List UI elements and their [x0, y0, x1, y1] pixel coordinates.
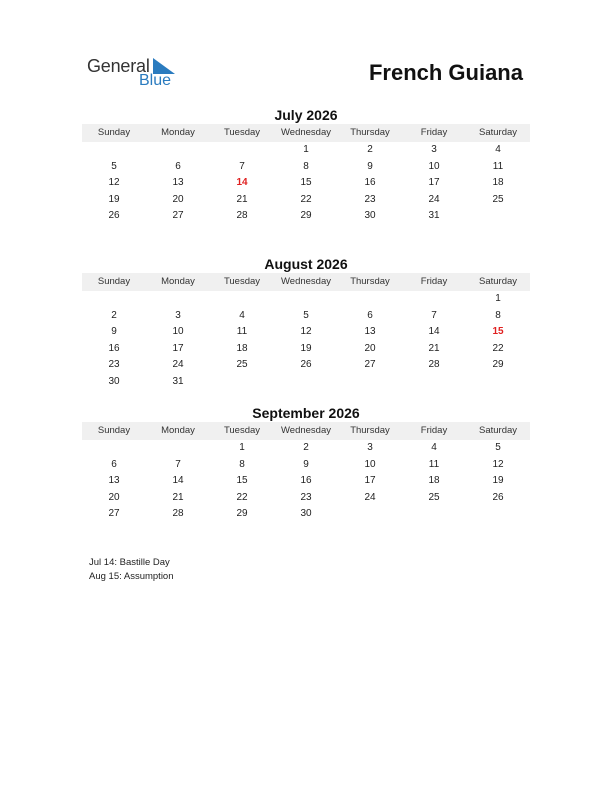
day-cell: 9 — [111, 326, 117, 338]
weekday-label: Friday — [420, 276, 448, 287]
weekday-label: Friday — [420, 425, 448, 436]
day-cell: 15 — [236, 475, 248, 487]
day-cell: 25 — [492, 193, 504, 205]
week-row — [82, 357, 530, 374]
weekday-label: Wednesday — [281, 276, 331, 287]
week-row — [82, 440, 530, 457]
day-cell: 22 — [236, 491, 248, 503]
empty-day-cell — [210, 374, 274, 391]
day-cell: 11 — [236, 326, 248, 338]
empty-day-cell — [210, 291, 274, 308]
day-cell: 3 — [175, 309, 181, 321]
day-cell: 4 — [495, 144, 501, 155]
day-cell: 30 — [364, 210, 376, 222]
empty-day-cell — [466, 208, 530, 225]
day-cell: 11 — [428, 458, 440, 470]
day-cell: 7 — [239, 160, 245, 172]
day-cell: 23 — [364, 193, 376, 205]
day-cell: 29 — [300, 210, 312, 222]
day-cell: 28 — [236, 210, 248, 222]
month-july — [82, 106, 530, 225]
day-cell: 13 — [364, 326, 376, 338]
day-cell: 31 — [428, 210, 440, 222]
day-cell: 6 — [367, 309, 373, 321]
empty-day-cell — [402, 506, 466, 523]
day-cell: 20 — [364, 342, 376, 354]
empty-day-cell — [146, 142, 210, 159]
day-cell: 27 — [108, 508, 120, 520]
weekday-header — [82, 422, 530, 440]
weekday-label: Monday — [161, 127, 195, 138]
day-cell: 27 — [364, 359, 376, 371]
empty-day-cell — [146, 440, 210, 457]
empty-day-cell — [82, 142, 146, 159]
week-row — [82, 291, 530, 308]
day-cell: 17 — [428, 177, 440, 189]
logo-word-blue: Blue — [139, 72, 172, 89]
month-grid — [82, 291, 530, 391]
day-cell: 18 — [492, 177, 504, 189]
holiday-notes — [89, 556, 174, 584]
day-cell: 12 — [492, 458, 504, 470]
day-cell: 14 — [172, 475, 184, 487]
empty-day-cell — [210, 142, 274, 159]
country-title: French Guiana — [368, 60, 523, 85]
day-cell: 21 — [428, 342, 440, 354]
day-cell: 6 — [111, 458, 117, 470]
empty-day-cell — [338, 374, 402, 391]
day-cell: 5 — [303, 309, 309, 321]
day-cell: 2 — [111, 309, 117, 321]
day-cell: 20 — [108, 491, 120, 503]
empty-day-cell — [466, 374, 530, 391]
day-cell: 8 — [303, 160, 309, 172]
day-cell: 16 — [300, 475, 312, 487]
weekday-label: Monday — [161, 276, 195, 287]
week-row — [82, 473, 530, 490]
month-title: July 2026 — [274, 107, 338, 123]
day-cell: 7 — [431, 309, 437, 321]
day-cell: 29 — [492, 359, 504, 371]
empty-day-cell — [82, 291, 146, 308]
day-cell: 7 — [175, 458, 181, 470]
week-row — [82, 192, 530, 209]
day-cell: 5 — [495, 442, 501, 453]
day-cell: 26 — [108, 210, 120, 222]
day-cell: 3 — [431, 144, 437, 155]
week-row — [82, 324, 530, 341]
day-cell: 30 — [108, 375, 120, 387]
day-cell: 13 — [108, 475, 120, 487]
day-cell: 8 — [239, 458, 245, 470]
day-cell: 24 — [364, 491, 376, 503]
day-cell: 15 — [300, 177, 312, 189]
month-august — [82, 255, 530, 391]
day-cell: 21 — [172, 491, 184, 503]
day-cell: 23 — [300, 491, 312, 503]
weekday-label: Saturday — [478, 127, 518, 138]
day-cell: 13 — [172, 177, 184, 189]
weekday-label: Sunday — [97, 425, 131, 436]
empty-day-cell — [402, 374, 466, 391]
day-cell: 26 — [492, 491, 504, 503]
day-cell: 19 — [300, 342, 312, 354]
week-row — [82, 341, 530, 358]
month-grid — [82, 142, 530, 225]
weekday-header — [82, 124, 530, 142]
day-cell: 10 — [428, 160, 440, 172]
month-september — [82, 404, 530, 523]
empty-day-cell — [146, 291, 210, 308]
holiday-note: Aug 15: Assumption — [89, 571, 174, 582]
day-cell: 28 — [172, 508, 184, 520]
day-cell: 10 — [172, 326, 184, 338]
holiday-day-cell: 15 — [492, 326, 504, 338]
week-row — [82, 308, 530, 325]
empty-day-cell — [82, 440, 146, 457]
week-row — [82, 457, 530, 474]
day-cell: 19 — [492, 475, 504, 487]
week-row — [82, 506, 530, 523]
day-cell: 8 — [495, 309, 501, 321]
day-cell: 28 — [428, 359, 440, 371]
weekday-label: Friday — [420, 127, 448, 138]
day-cell: 4 — [239, 309, 245, 321]
day-cell: 2 — [303, 442, 309, 453]
weekday-label: Tuesday — [223, 425, 261, 436]
weekday-label: Tuesday — [223, 276, 261, 287]
weekday-label: Saturday — [478, 276, 518, 287]
empty-day-cell — [402, 291, 466, 308]
month-grid — [82, 440, 530, 523]
day-cell: 9 — [303, 458, 309, 470]
weekday-label: Saturday — [478, 425, 518, 436]
weekday-label: Monday — [161, 425, 195, 436]
weekday-label: Wednesday — [281, 425, 331, 436]
weekday-label: Sunday — [97, 127, 131, 138]
empty-day-cell — [338, 291, 402, 308]
day-cell: 17 — [364, 475, 376, 487]
empty-day-cell — [338, 506, 402, 523]
month-title: September 2026 — [252, 405, 360, 421]
week-row — [82, 208, 530, 225]
day-cell: 18 — [236, 342, 248, 354]
day-cell: 16 — [108, 342, 120, 354]
empty-day-cell — [274, 374, 338, 391]
weekday-label: Thursday — [350, 127, 390, 138]
day-cell: 24 — [172, 359, 184, 371]
day-cell: 31 — [172, 375, 184, 387]
holiday-day-cell: 14 — [236, 177, 248, 189]
day-cell: 4 — [431, 442, 437, 453]
day-cell: 1 — [239, 442, 245, 453]
day-cell: 22 — [300, 193, 312, 205]
day-cell: 17 — [172, 342, 184, 354]
week-row — [82, 374, 530, 391]
logo-word-general: General — [87, 56, 150, 76]
day-cell: 3 — [367, 442, 373, 453]
day-cell: 14 — [428, 326, 440, 338]
day-cell: 1 — [495, 293, 501, 304]
holiday-note: Jul 14: Bastille Day — [89, 557, 170, 568]
generalblue-logo — [87, 56, 187, 92]
day-cell: 2 — [367, 144, 373, 155]
week-row — [82, 175, 530, 192]
day-cell: 23 — [108, 359, 120, 371]
week-row — [82, 142, 530, 159]
day-cell: 19 — [108, 193, 120, 205]
day-cell: 5 — [111, 160, 117, 172]
weekday-label: Wednesday — [281, 127, 331, 138]
empty-day-cell — [466, 506, 530, 523]
weekday-label: Tuesday — [223, 127, 261, 138]
weekday-label: Thursday — [350, 425, 390, 436]
day-cell: 25 — [236, 359, 248, 371]
day-cell: 16 — [364, 177, 376, 189]
month-title: August 2026 — [264, 256, 348, 272]
day-cell: 10 — [364, 458, 376, 470]
weekday-label: Thursday — [350, 276, 390, 287]
day-cell: 11 — [492, 160, 504, 172]
day-cell: 25 — [428, 491, 440, 503]
day-cell: 29 — [236, 508, 248, 520]
day-cell: 24 — [428, 193, 440, 205]
week-row — [82, 490, 530, 507]
day-cell: 20 — [172, 193, 184, 205]
day-cell: 18 — [428, 475, 440, 487]
empty-day-cell — [274, 291, 338, 308]
weekday-label: Sunday — [97, 276, 131, 287]
day-cell: 21 — [236, 193, 248, 205]
day-cell: 12 — [108, 177, 120, 189]
day-cell: 27 — [172, 210, 184, 222]
day-cell: 1 — [303, 144, 309, 155]
day-cell: 26 — [300, 359, 312, 371]
day-cell: 30 — [300, 508, 312, 520]
week-row — [82, 159, 530, 176]
day-cell: 6 — [175, 160, 181, 172]
weekday-header — [82, 273, 530, 291]
day-cell: 9 — [367, 160, 373, 172]
day-cell: 22 — [492, 342, 504, 354]
day-cell: 12 — [300, 326, 312, 338]
